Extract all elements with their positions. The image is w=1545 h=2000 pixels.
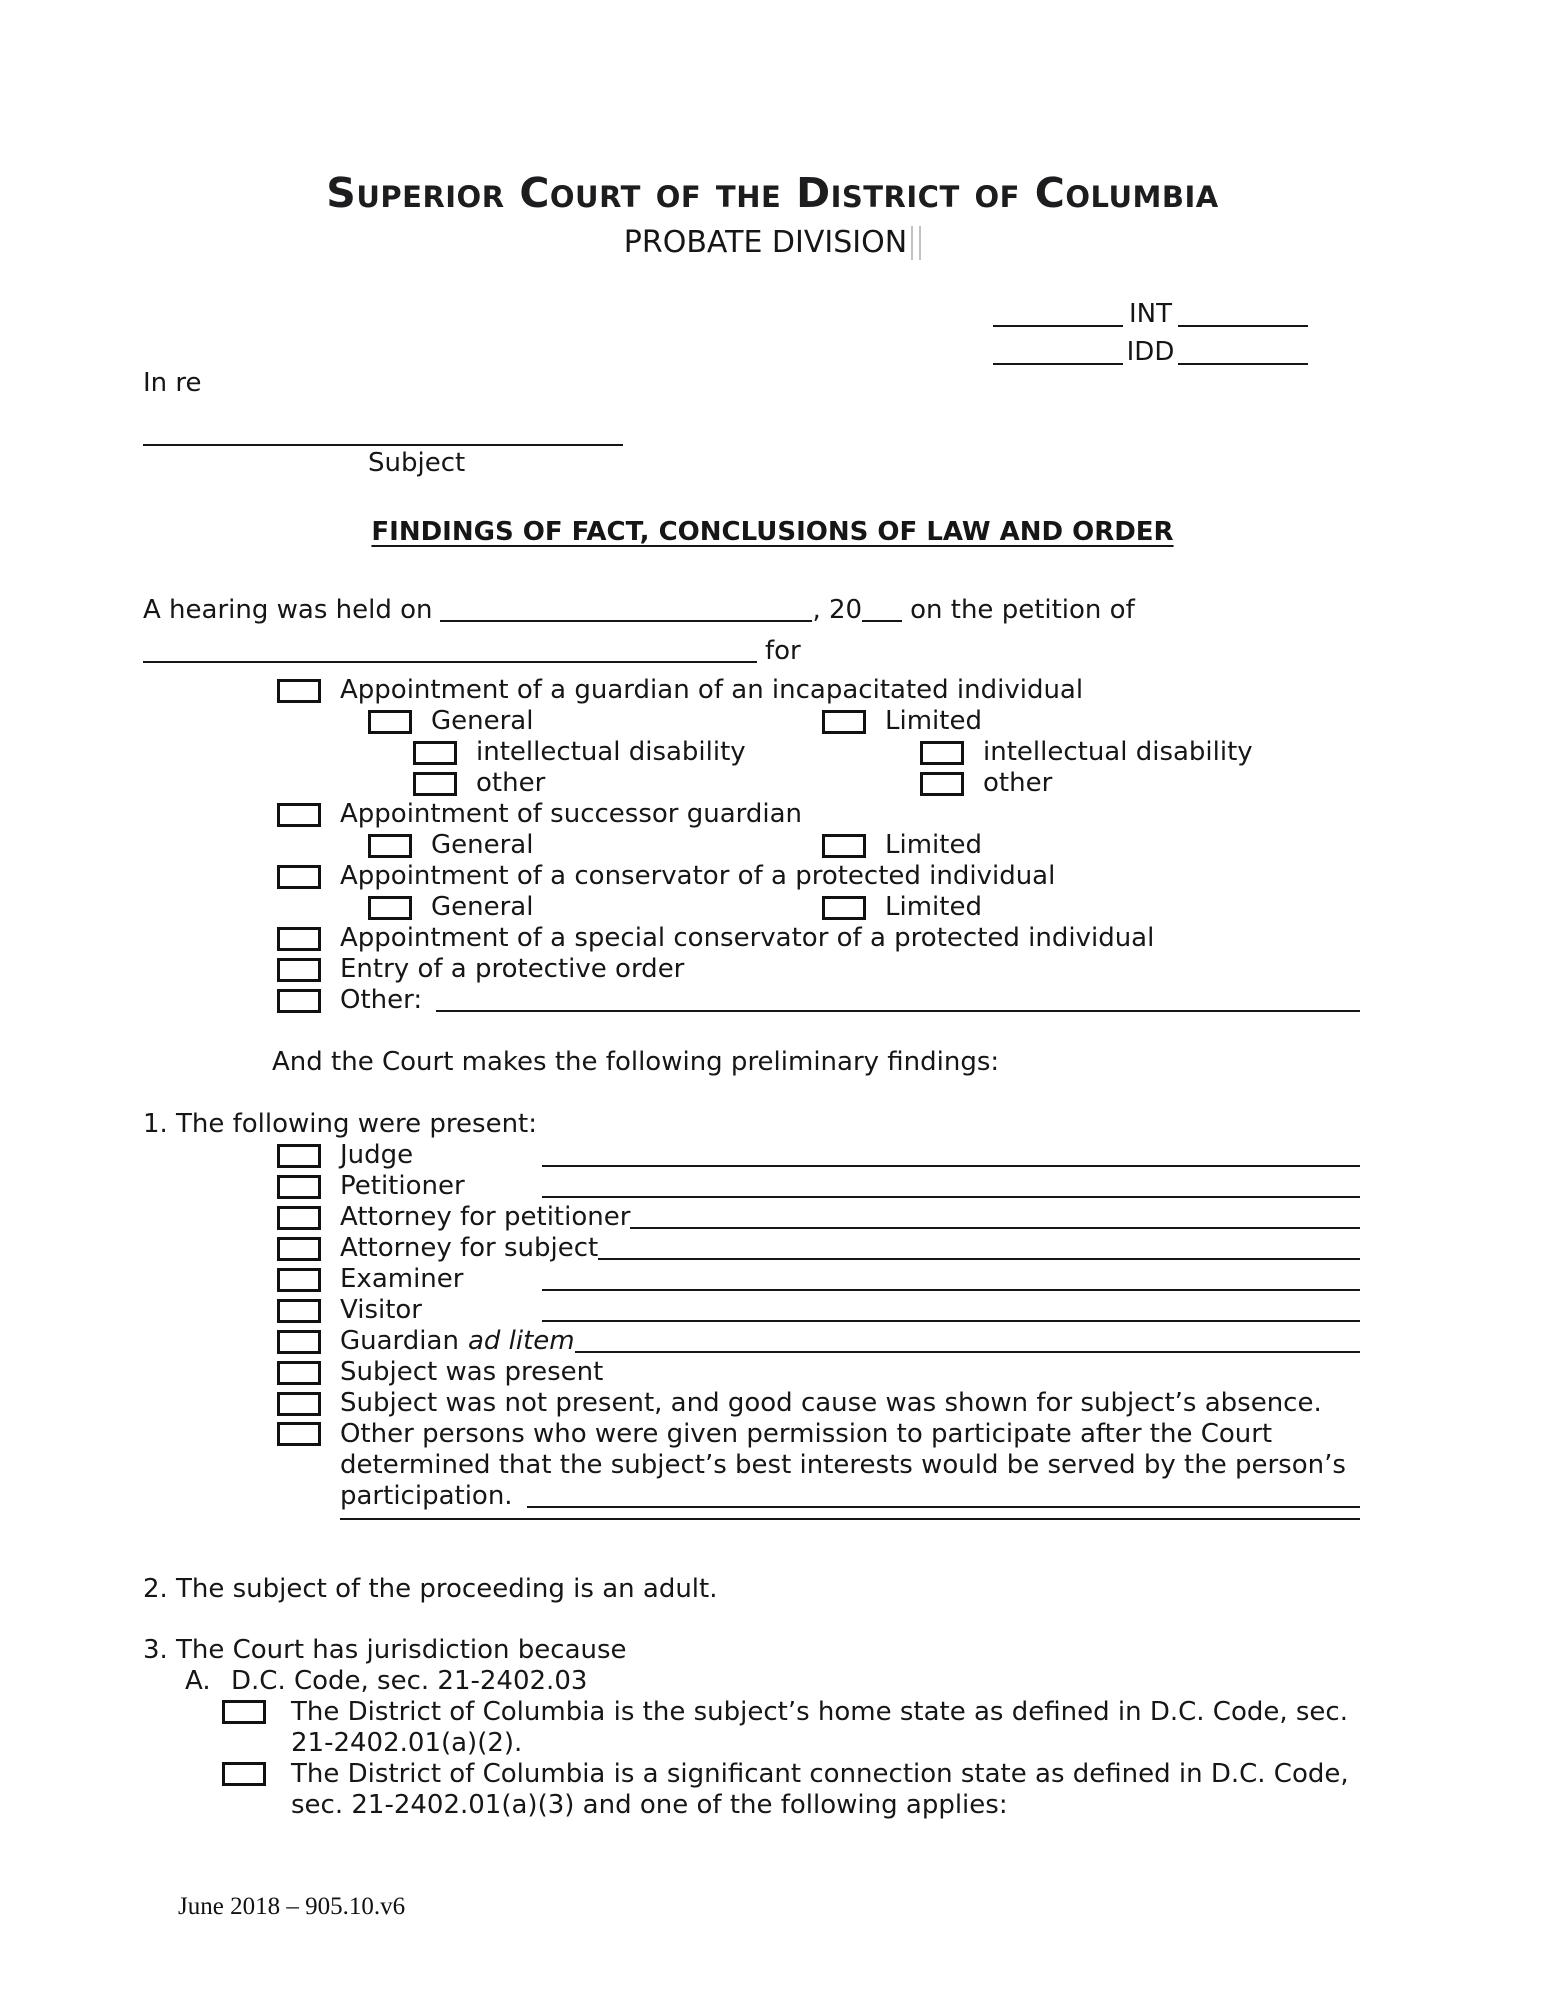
guardian-limited-group: [822, 706, 982, 737]
subject-label: Subject: [368, 448, 466, 478]
checkbox-successor-guardian[interactable]: [277, 803, 321, 827]
text-cursor-artifact: [911, 226, 921, 260]
limited-intellectual-disability-group: [920, 737, 1253, 768]
item3-sub-a: [143, 1666, 1360, 1697]
option-label: Appointment of successor guardian: [340, 799, 803, 829]
other-description-field[interactable]: [436, 1010, 1360, 1012]
item2: [143, 1574, 1360, 1605]
item3-sub-a-letter: A.: [185, 1666, 211, 1696]
other-persons-line3: [340, 1481, 1360, 1512]
present-label: Examiner: [340, 1264, 464, 1294]
checkbox-subject-not-present[interactable]: [277, 1392, 321, 1416]
option-label: Other:: [340, 985, 423, 1015]
jurisdiction-option-home-state: [143, 1697, 1360, 1759]
present-list: [143, 1140, 1360, 1520]
checkbox-special-conservator[interactable]: [277, 927, 321, 951]
present-label: Attorney for subject: [340, 1233, 599, 1263]
option-guardian-general-limited: [143, 706, 1360, 737]
form-version-footer: June 2018 – 905.10.v6: [178, 1893, 406, 1920]
in-re-label: In re: [143, 368, 202, 398]
checkbox-petitioner[interactable]: [277, 1175, 321, 1199]
item3-sub-a-text: D.C. Code, sec. 21-2402.03: [231, 1666, 588, 1696]
present-label: Petitioner: [340, 1171, 465, 1201]
item3: [143, 1635, 1360, 1666]
division-title: PROBATE DIVISION: [623, 225, 908, 260]
item1-title: The following were present:: [176, 1109, 538, 1139]
checkbox-conservator-limited[interactable]: [822, 896, 866, 920]
present-label: Visitor: [340, 1295, 422, 1325]
examiner-field[interactable]: [542, 1289, 1360, 1291]
for-label: for: [765, 636, 801, 666]
item1-heading: [143, 1109, 1360, 1140]
checkbox-conservator[interactable]: [277, 865, 321, 889]
checkbox-other[interactable]: [277, 989, 321, 1013]
present-row-attorney-petitioner: [277, 1202, 1360, 1233]
limited-other-group: [920, 768, 1052, 799]
option-label: General: [431, 892, 534, 922]
checkbox-significant-connection[interactable]: [222, 1762, 266, 1786]
hearing-text-after-date: , 20: [812, 595, 863, 625]
option-special-conservator: [143, 923, 1360, 954]
division-row: [143, 225, 1402, 261]
significant-connection-line1: The District of Columbia is a significant connection state as defined in D.C. Code,: [291, 1759, 1349, 1789]
option-label: other: [476, 768, 546, 798]
option-label: Limited: [885, 892, 982, 922]
option-successor-general-limited: [143, 830, 1360, 861]
hearing-text-after-year: on the petition of: [910, 595, 1135, 625]
participation-label: participation.: [340, 1481, 513, 1511]
option-label: Limited: [885, 830, 982, 860]
petitioner-name-field[interactable]: [143, 661, 757, 663]
general-intellectual-disability-group: [413, 737, 920, 768]
option-label: other: [983, 768, 1053, 798]
present-row-visitor: [277, 1295, 1360, 1326]
present-row-examiner: [277, 1264, 1360, 1295]
checkbox-examiner[interactable]: [277, 1268, 321, 1292]
option-guardian-incapacitated: [143, 675, 1360, 706]
hearing-year-field[interactable]: [862, 620, 902, 622]
petitioner-field[interactable]: [542, 1196, 1360, 1198]
idd-number-row: [993, 337, 1348, 368]
int-number-row: [993, 299, 1348, 330]
present-row-guardian-ad-litem: [277, 1326, 1360, 1357]
idd-label: IDD: [1126, 337, 1175, 367]
option-protective-order: [143, 954, 1360, 985]
participation-field-continued[interactable]: [340, 1518, 1360, 1520]
conservator-general-group: [368, 892, 822, 923]
present-row-judge: [277, 1140, 1360, 1171]
checkbox-limited-other[interactable]: [920, 772, 964, 796]
checkbox-successor-limited[interactable]: [822, 834, 866, 858]
present-row-attorney-subject: [277, 1233, 1360, 1264]
option-guardian-other: [143, 768, 1360, 799]
home-state-text: [291, 1697, 1348, 1759]
checkbox-attorney-petitioner[interactable]: [277, 1206, 321, 1230]
option-conservator-general-limited: [143, 892, 1360, 923]
successor-limited-group: [822, 830, 982, 861]
present-row-subject-not-present: [277, 1388, 1360, 1419]
form-title: FINDINGS OF FACT, CONCLUSIONS OF LAW AND ORDER: [371, 517, 1174, 547]
item2-text: The subject of the proceeding is an adult.: [176, 1574, 718, 1604]
checkbox-guardian-incapacitated[interactable]: [277, 679, 321, 703]
option-label: Entry of a protective order: [340, 954, 685, 984]
other-persons-line2: determined that the subject’s best interests would be served by the person’s: [340, 1450, 1346, 1480]
checkbox-general-other[interactable]: [413, 772, 457, 796]
present-label: Attorney for petitioner: [340, 1202, 631, 1232]
option-conservator: [143, 861, 1360, 892]
item3-text: The Court has jurisdiction because: [176, 1635, 627, 1665]
attorney-subject-field[interactable]: [598, 1258, 1360, 1260]
checkbox-judge[interactable]: [277, 1144, 321, 1168]
checkbox-conservator-general[interactable]: [368, 896, 412, 920]
option-label: General: [431, 706, 534, 736]
present-label: Subject was not present, and good cause was shown for subject’s absence.: [340, 1388, 1322, 1418]
hearing-text-before-date: A hearing was held on: [143, 595, 433, 625]
present-row-subject-present: [277, 1357, 1360, 1388]
significant-connection-line2: sec. 21-2402.01(a)(3) and one of the following applies:: [291, 1790, 1008, 1820]
home-state-line1: The District of Columbia is the subject’s home state as defined in D.C. Code, sec.: [291, 1697, 1348, 1727]
option-label: Appointment of a guardian of an incapacitated individual: [340, 675, 1084, 705]
int-number-field-right[interactable]: [1178, 325, 1308, 327]
checkbox-visitor[interactable]: [277, 1299, 321, 1323]
guardian-general-group: [368, 706, 822, 737]
option-label: General: [431, 830, 534, 860]
checkbox-general-intellectual-disability[interactable]: [413, 741, 457, 765]
case-number-block: [993, 299, 1348, 368]
present-row-other-persons: [277, 1419, 1360, 1520]
participation-field[interactable]: [527, 1506, 1360, 1508]
hearing-sentence: [143, 595, 1360, 626]
judge-name-field[interactable]: [542, 1165, 1360, 1167]
checkbox-other-persons[interactable]: [277, 1422, 321, 1446]
item2-number: 2.: [143, 1574, 168, 1604]
checkbox-guardian-ad-litem[interactable]: [277, 1330, 321, 1354]
item3-number: 3.: [143, 1635, 168, 1665]
hearing-date-field[interactable]: [440, 620, 812, 622]
option-successor-guardian: [143, 799, 1360, 830]
present-label: Judge: [340, 1140, 414, 1170]
option-label: Appointment of a conservator of a protected individual: [340, 861, 1056, 891]
petitioner-name-row: [143, 636, 1360, 667]
present-row-petitioner: [277, 1171, 1360, 1202]
checkbox-successor-general[interactable]: [368, 834, 412, 858]
significant-connection-text: [291, 1759, 1349, 1821]
int-label: INT: [1129, 299, 1172, 329]
guardian-ad-litem-field[interactable]: [575, 1351, 1360, 1353]
successor-general-group: [368, 830, 822, 861]
court-title: Superior Court of the District of Columbia: [326, 169, 1219, 217]
checkbox-protective-order[interactable]: [277, 958, 321, 982]
item1-number: 1.: [143, 1109, 168, 1139]
option-label: Appointment of a special conservator of a protected individual: [340, 923, 1155, 953]
idd-number-field-left[interactable]: [993, 363, 1123, 365]
option-label: intellectual disability: [476, 737, 746, 767]
checkbox-attorney-subject[interactable]: [277, 1237, 321, 1261]
idd-number-field-right[interactable]: [1178, 363, 1308, 365]
checkbox-subject-present[interactable]: [277, 1361, 321, 1385]
option-label: Limited: [885, 706, 982, 736]
preliminary-findings-text: And the Court makes the following preliminary findings:: [272, 1047, 1000, 1077]
attorney-petitioner-field[interactable]: [630, 1227, 1360, 1229]
checkbox-guardian-general[interactable]: [368, 710, 412, 734]
other-persons-text: [340, 1419, 1360, 1520]
subject-name-field[interactable]: [143, 444, 623, 446]
visitor-field[interactable]: [542, 1320, 1360, 1322]
conservator-limited-group: [822, 892, 982, 923]
checkbox-limited-intellectual-disability[interactable]: [920, 741, 964, 765]
checkbox-guardian-limited[interactable]: [822, 710, 866, 734]
jurisdiction-option-significant-connection: [143, 1759, 1360, 1821]
present-label: Subject was present: [340, 1357, 604, 1387]
other-persons-line1: Other persons who were given permission to participate after the Court: [340, 1419, 1273, 1449]
option-guardian-intellectual-disability: [143, 737, 1360, 768]
option-other: [143, 985, 1360, 1016]
present-label: Guardian ad litem: [340, 1326, 575, 1356]
home-state-line2: 21-2402.01(a)(2).: [291, 1728, 523, 1758]
petition-options: [143, 675, 1360, 1016]
option-label: intellectual disability: [983, 737, 1253, 767]
checkbox-home-state[interactable]: [222, 1700, 266, 1724]
general-other-group: [413, 768, 920, 799]
int-number-field-left[interactable]: [993, 325, 1123, 327]
